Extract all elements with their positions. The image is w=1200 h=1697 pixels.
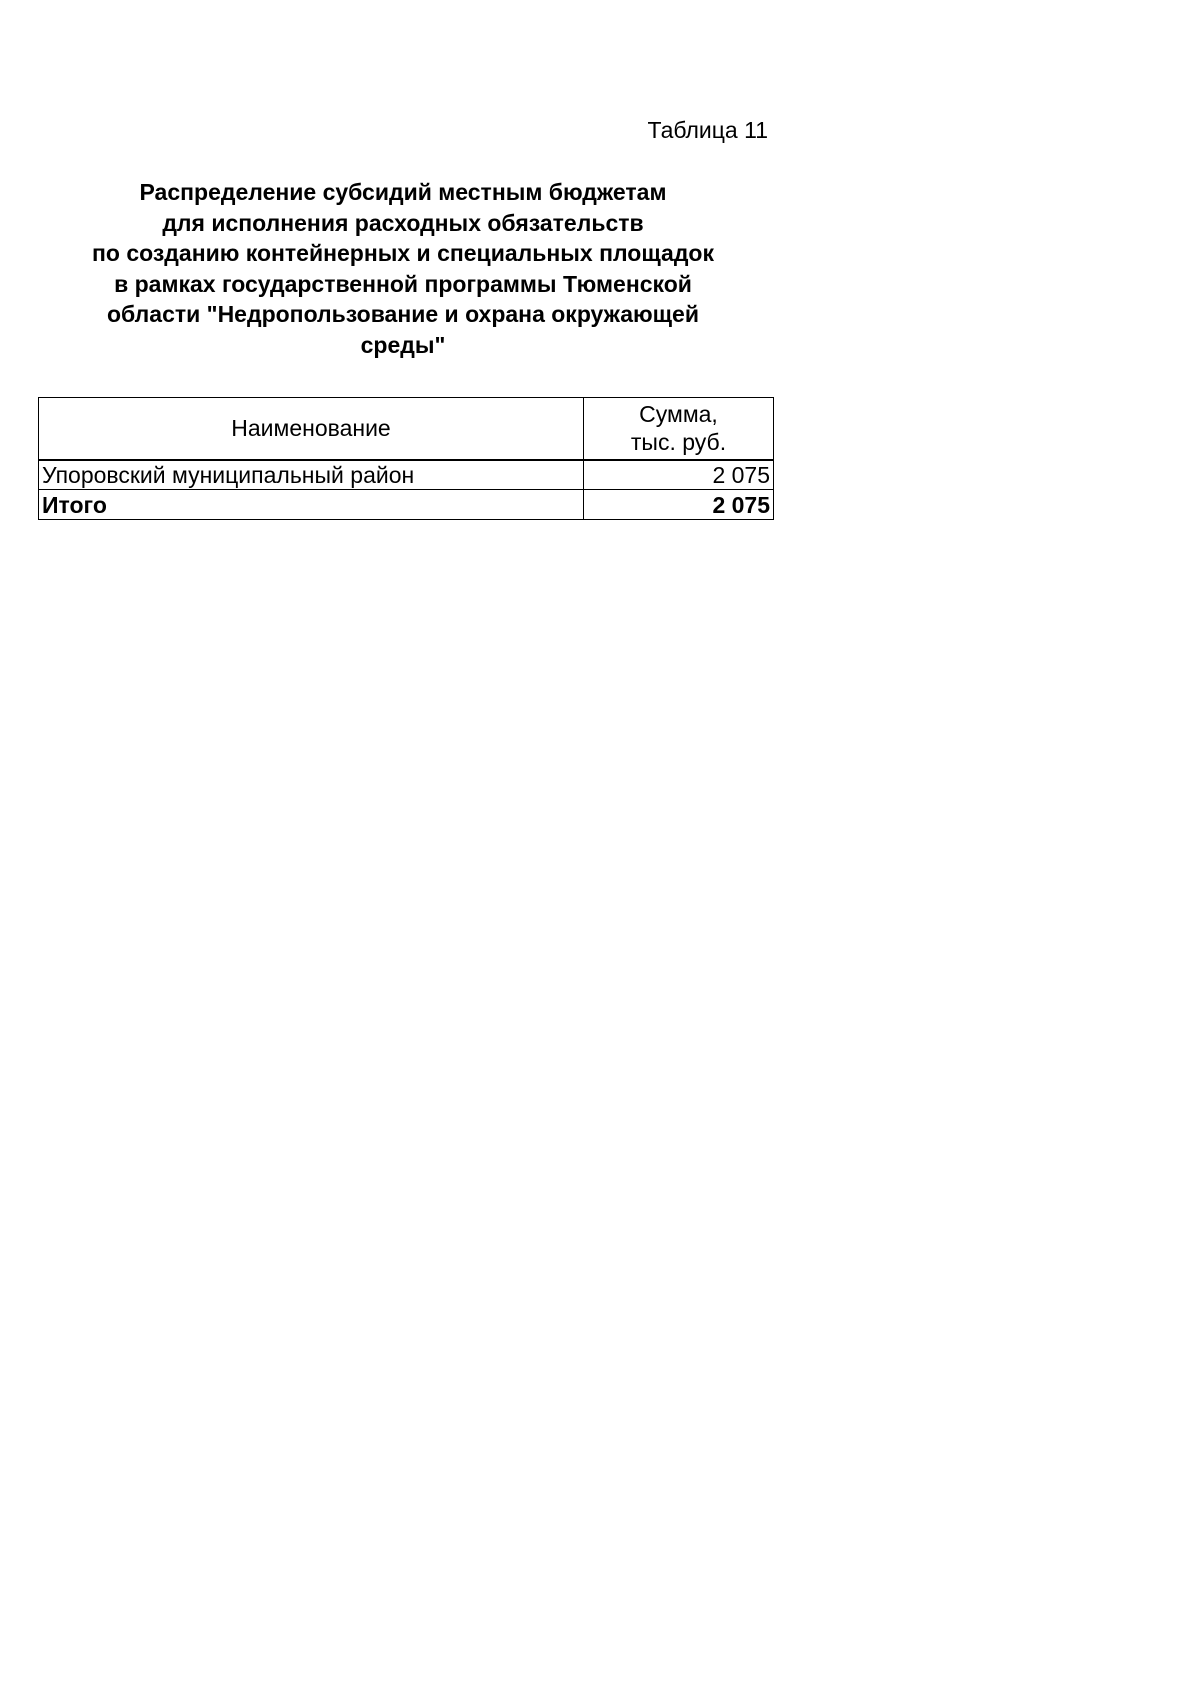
title-line: по созданию контейнерных и специальных площадок [92,240,714,266]
subsidy-table [38,397,774,520]
table-row [39,460,774,490]
header-sum [584,398,774,460]
title-line: области "Недропользование и охрана окружающей [107,301,699,327]
header-sum-line: Сумма, [639,401,718,428]
row-sum-cell: 2 075 [584,460,774,490]
title-line: Распределение субсидий местным бюджетам [139,179,667,205]
title-line: для исполнения расходных обязательств [162,209,644,236]
total-name-cell: Итого [39,490,584,520]
document-title [38,177,768,360]
row-name-cell: Упоровский муниципальный район [39,460,584,490]
total-sum-cell: 2 075 [584,490,774,520]
title-line: среды" [360,331,446,358]
table-header-row [39,398,774,460]
header-sum-line: тыс. руб. [630,429,727,456]
title-line: в рамках государственной программы Тюменской [114,270,692,297]
header-name: Наименование [39,398,584,460]
table-number: Таблица 11 [647,117,768,143]
total-row [39,490,774,520]
